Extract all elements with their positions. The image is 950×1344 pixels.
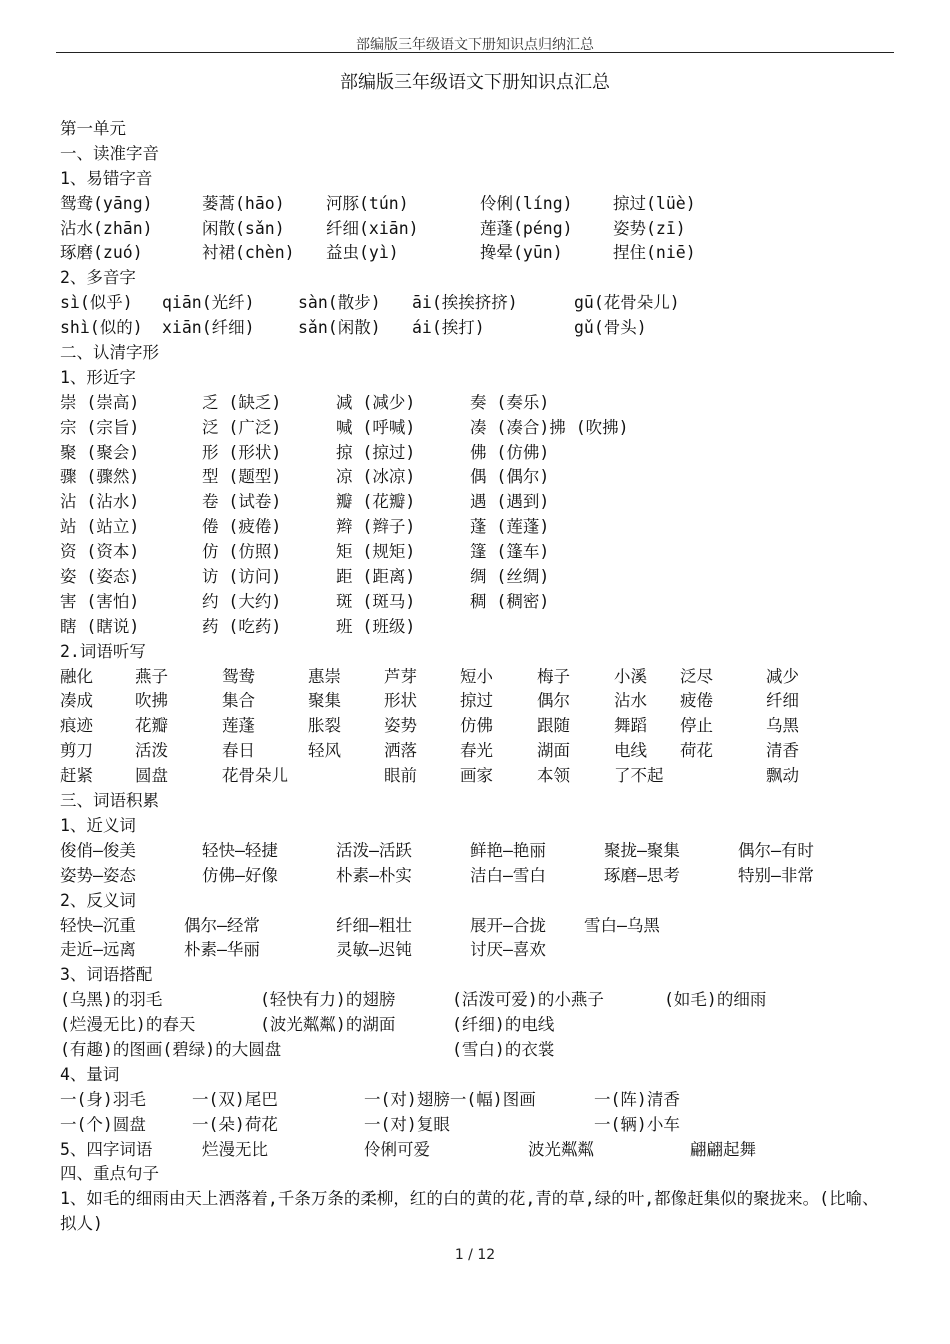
entry-cell: 减少 [766, 666, 799, 686]
entry-cell: (雪白)的衣裳 [452, 1039, 555, 1059]
entry-cell: 形 (形状) [202, 442, 282, 462]
entry-cell: 闲散(sǎn) [202, 218, 285, 238]
entry-row [60, 391, 900, 416]
entry-cell: 纤细(xiān) [326, 218, 419, 238]
entry-row [60, 316, 900, 341]
entry-cell: 访 (访问) [202, 567, 282, 587]
entry-cell: 泛 (广泛) [202, 417, 282, 437]
entry-row [60, 665, 900, 690]
entry-cell: 药 (吃药) [202, 616, 282, 636]
entry-cell: 灵敏—迟钝 [336, 940, 412, 960]
entry-row [60, 1013, 900, 1038]
entry-cell: (乌黑)的羽毛 [60, 990, 163, 1010]
entry-row [60, 565, 900, 590]
section-heading: 一、读准字音 [60, 143, 159, 163]
entry-row [60, 1088, 900, 1113]
entry-cell: 沾水 [614, 691, 647, 711]
entry-row [60, 217, 900, 242]
entry-cell: 河豚(tún) [326, 193, 409, 213]
entry-cell: 掠过(lüè) [613, 193, 696, 213]
entry-cell: 一(对)复眼 [364, 1114, 450, 1134]
entry-cell: 稠 (稠密) [470, 591, 550, 611]
entry-cell: 活泼 [135, 741, 168, 761]
entry-cell: ái(挨打) [412, 318, 485, 338]
synonym-list [60, 839, 900, 889]
entry-cell: 仿佛—好像 [202, 865, 278, 885]
entry-cell: 乏 (缺乏) [202, 392, 282, 412]
entry-cell: 班 (班级) [336, 616, 416, 636]
entry-row [60, 291, 900, 316]
subsection-heading: 1、形近字 [60, 367, 136, 387]
entry-cell: 约 (大约) [202, 591, 282, 611]
subsection-heading: 2.词语听写 [60, 641, 146, 661]
entry-cell: 伶俐(líng) [480, 193, 573, 213]
entry-cell: 胀裂 [308, 716, 341, 736]
entry-cell: 莲蓬(péng) [480, 218, 573, 238]
entry-cell: 芦芽 [384, 666, 417, 686]
subsection-heading: 1、近义词 [60, 815, 136, 835]
section-heading: 四、重点句子 [60, 1164, 159, 1184]
entry-cell: 惠崇 [308, 666, 341, 686]
entry-cell: 小溪 [614, 666, 647, 686]
entry-cell: 偶尔—有时 [738, 840, 814, 860]
entry-cell: 宗 (宗旨) [60, 417, 140, 437]
unit-heading: 第一单元 [60, 119, 126, 138]
entry-row [60, 864, 900, 889]
entry-cell: 掠过 [460, 691, 493, 711]
entry-row [60, 839, 900, 864]
entry-cell: 偶尔 [537, 691, 570, 711]
entry-cell: gǔ(骨头) [574, 318, 647, 338]
entry-cell: 仿佛 [460, 716, 493, 736]
entry-cell: 偶 (偶尔) [470, 467, 550, 487]
entry-cell: 停止 [680, 716, 713, 736]
entry-cell: 骤 (骤然) [60, 467, 140, 487]
entry-cell: 斑 (斑马) [336, 591, 416, 611]
entry-cell: 集合 [222, 691, 255, 711]
entry-cell: 轻风 [308, 741, 341, 761]
entry-cell: 矩 (规矩) [336, 542, 416, 562]
entry-cell: 姿势 [384, 716, 417, 736]
entry-cell: 瓣 (花瓣) [336, 492, 416, 512]
entry-cell: 画家 [460, 766, 493, 786]
entry-cell: 聚集 [308, 691, 341, 711]
entry-cell: (波光粼粼)的湖面 [260, 1015, 396, 1035]
entry-cell: (纤细)的电线 [452, 1015, 555, 1035]
entry-cell: 一(身)羽毛 [60, 1089, 146, 1109]
dictation-word-list [60, 665, 900, 789]
entry-row [60, 241, 900, 266]
entry-cell: (轻快有力)的翅膀 [260, 990, 396, 1010]
entry-cell: 眼前 [384, 766, 417, 786]
entry-row [60, 590, 900, 615]
entry-cell: 一(朵)荷花 [192, 1114, 278, 1134]
subsection-heading: 4、量词 [60, 1064, 120, 1084]
entry-cell: 害 (害怕) [60, 591, 140, 611]
entry-cell: sǎn(闲散) [298, 318, 381, 338]
entry-cell: 朴素—华丽 [184, 940, 260, 960]
entry-cell: āi(挨挨挤挤) [412, 293, 518, 313]
entry-cell: 琢磨—思考 [604, 865, 680, 885]
entry-cell: 卷 (试卷) [202, 492, 282, 512]
entry-cell: 绸 (丝绸) [470, 567, 550, 587]
entry-cell: 凑 (凑合)拂 (吹拂) [470, 417, 629, 437]
measure-word-list [60, 1088, 900, 1138]
entry-cell: sì(似乎) [60, 293, 133, 313]
entry-cell: 圆盘 [135, 766, 168, 786]
entry-cell: 烂漫无比 [202, 1139, 268, 1159]
entry-row [60, 764, 900, 789]
entry-cell: 融化 [60, 666, 93, 686]
entry-cell: 站 (站立) [60, 517, 140, 537]
entry-cell: 跟随 [537, 716, 570, 736]
entry-cell: 泛尽 [680, 666, 713, 686]
entry-cell: 辫 (辫子) [336, 517, 416, 537]
entry-cell: 鲜艳—艳丽 [470, 840, 546, 860]
entry-cell: 偶尔—经常 [184, 915, 260, 935]
subsection-heading: 2、多音字 [60, 268, 136, 288]
entry-cell: 本领 [537, 766, 570, 786]
entry-cell: 纤细 [766, 691, 799, 711]
entry-cell: 飘动 [766, 766, 799, 786]
entry-cell: 荷花 [680, 741, 713, 761]
entry-cell: 蒌蒿(hāo) [202, 193, 285, 213]
entry-cell: 佛 (仿佛) [470, 442, 550, 462]
entry-cell: 蓬 (莲蓬) [470, 517, 550, 537]
entry-cell: 梅子 [537, 666, 570, 686]
entry-cell: 篷 (篷车) [470, 542, 550, 562]
entry-row [60, 938, 900, 963]
running-header: 部编版三年级语文下册知识点归纳汇总 [356, 37, 594, 53]
pronunciation-list [60, 192, 900, 267]
entry-cell: 琢磨(zuó) [60, 243, 143, 263]
polyphone-list [60, 291, 900, 341]
entry-cell: 短小 [460, 666, 493, 686]
entry-row [60, 1138, 900, 1163]
entry-cell: sàn(散步) [298, 293, 381, 313]
entry-cell: (烂漫无比)的春天 [60, 1015, 196, 1035]
entry-cell: qiān(光纤) [162, 293, 255, 313]
entry-cell: 朴素—朴实 [336, 865, 412, 885]
entry-cell: 聚 (聚会) [60, 442, 140, 462]
similar-characters-list [60, 391, 900, 640]
document-title: 部编版三年级语文下册知识点汇总 [340, 72, 610, 93]
entry-cell: 燕子 [135, 666, 168, 686]
entry-cell: 仿 (仿照) [202, 542, 282, 562]
entry-cell: (活泼可爱)的小燕子 [452, 990, 604, 1010]
entry-row [60, 615, 900, 640]
entry-cell: 讨厌—喜欢 [470, 940, 546, 960]
entry-cell: 电线 [614, 741, 647, 761]
entry-cell: 一(个)圆盘 [60, 1114, 146, 1134]
entry-cell: 倦 (疲倦) [202, 517, 282, 537]
entry-cell: 搀晕(yūn) [480, 243, 563, 263]
entry-cell: gū(花骨朵儿) [574, 293, 680, 313]
entry-cell: 雪白—乌黑 [584, 915, 660, 935]
key-sentence: 1、如毛的细雨由天上洒落着,千条万条的柔柳，红的白的黄的花,青的草,绿的叶,都像赶集似的聚拢来。(比喻、拟人) [60, 1189, 879, 1234]
entry-cell: 痕迹 [60, 716, 93, 736]
four-character-words [60, 1138, 900, 1163]
entry-row [60, 192, 900, 217]
entry-cell: 遇 (遇到) [470, 492, 550, 512]
entry-cell: 洁白—雪白 [470, 865, 546, 885]
entry-cell: 一(对)翅膀一(幅)图画 [364, 1089, 536, 1109]
entry-cell: 凉 (冰凉) [336, 467, 416, 487]
entry-row [60, 914, 900, 939]
entry-cell: 崇 (崇高) [60, 392, 140, 412]
entry-cell: 姿势(zī) [613, 218, 686, 238]
entry-cell: 吹拂 [135, 691, 168, 711]
section-heading: 三、词语积累 [60, 791, 159, 811]
entry-cell: 鸳鸯(yāng) [60, 193, 153, 213]
subsection-heading: 2、反义词 [60, 890, 136, 910]
entry-cell: 衬裙(chèn) [202, 243, 295, 263]
entry-cell: 波光粼粼 [528, 1139, 594, 1159]
entry-cell: 益虫(yì) [326, 243, 399, 263]
entry-cell: 疲倦 [680, 691, 713, 711]
entry-cell: 喊 (呼喊) [336, 417, 416, 437]
entry-cell: 剪刀 [60, 741, 93, 761]
document-body [60, 117, 900, 1237]
entry-cell: 花骨朵儿 [222, 766, 288, 786]
entry-cell: 凑成 [60, 691, 93, 711]
entry-row [60, 689, 900, 714]
entry-cell: 纤细—粗壮 [336, 915, 412, 935]
entry-cell: 清香 [766, 741, 799, 761]
entry-cell: 姿势—姿态 [60, 865, 136, 885]
entry-cell: 奏 (奏乐) [470, 392, 550, 412]
entry-cell: 轻快—轻捷 [202, 840, 278, 860]
entry-cell: 一(阵)清香 [594, 1089, 680, 1109]
entry-cell: 湖面 [537, 741, 570, 761]
entry-cell: 捏住(niē) [613, 243, 696, 263]
entry-cell: 鸳鸯 [222, 666, 255, 686]
entry-row [60, 490, 900, 515]
entry-cell: 形状 [384, 691, 417, 711]
entry-row [60, 540, 900, 565]
entry-cell: 一(双)尾巴 [192, 1089, 278, 1109]
entry-cell: 沾水(zhān) [60, 218, 153, 238]
collocation-list [60, 988, 900, 1063]
entry-cell: 翩翩起舞 [690, 1139, 756, 1159]
entry-row [60, 416, 900, 441]
entry-cell: 舞蹈 [614, 716, 647, 736]
entry-cell: 姿 (姿态) [60, 567, 140, 587]
entry-row [60, 739, 900, 764]
entry-cell: 资 (资本) [60, 542, 140, 562]
entry-cell: 瞎 (瞎说) [60, 616, 140, 636]
entry-cell: 俊俏—俊美 [60, 840, 136, 860]
entry-cell: 轻快—沉重 [60, 915, 136, 935]
entry-cell: 沾 (沾水) [60, 492, 140, 512]
entry-cell: 特别—非常 [738, 865, 814, 885]
entry-cell: 洒落 [384, 741, 417, 761]
antonym-list [60, 914, 900, 964]
entry-cell: 活泼—活跃 [336, 840, 412, 860]
subsection-heading: 1、易错字音 [60, 168, 153, 188]
entry-cell: 了不起 [614, 766, 664, 786]
subsection-heading: 3、词语搭配 [60, 965, 153, 985]
entry-cell: (如毛)的细雨 [664, 990, 767, 1010]
page-number: 1 / 12 [454, 1247, 496, 1263]
entry-cell: 5、四字词语 [60, 1139, 153, 1159]
entry-row [60, 441, 900, 466]
entry-cell: 春光 [460, 741, 493, 761]
entry-cell: 掠 (掠过) [336, 442, 416, 462]
entry-cell: 距 (距离) [336, 567, 416, 587]
entry-cell: 乌黑 [766, 716, 799, 736]
entry-cell: 春日 [222, 741, 255, 761]
entry-row [60, 515, 900, 540]
entry-cell: (有趣)的图画(碧绿)的大圆盘 [60, 1039, 282, 1059]
entry-cell: 型 (题型) [202, 467, 282, 487]
entry-cell: shì(似的) [60, 318, 143, 338]
entry-cell: 伶俐可爱 [364, 1139, 430, 1159]
entry-cell: 聚拢—聚集 [604, 840, 680, 860]
entry-cell: 莲蓬 [222, 716, 255, 736]
entry-row [60, 714, 900, 739]
entry-cell: 一(辆)小车 [594, 1114, 680, 1134]
header-rule [56, 52, 894, 53]
entry-cell: 走近—远离 [60, 940, 136, 960]
entry-cell: xiān(纤细) [162, 318, 255, 338]
entry-cell: 赶紧 [60, 766, 93, 786]
entry-row [60, 988, 900, 1013]
entry-row [60, 465, 900, 490]
entry-cell: 展开—合拢 [470, 915, 546, 935]
entry-row [60, 1113, 900, 1138]
entry-row [60, 1038, 900, 1063]
entry-cell: 花瓣 [135, 716, 168, 736]
entry-cell: 减 (减少) [336, 392, 416, 412]
section-heading: 二、认清字形 [60, 343, 159, 363]
